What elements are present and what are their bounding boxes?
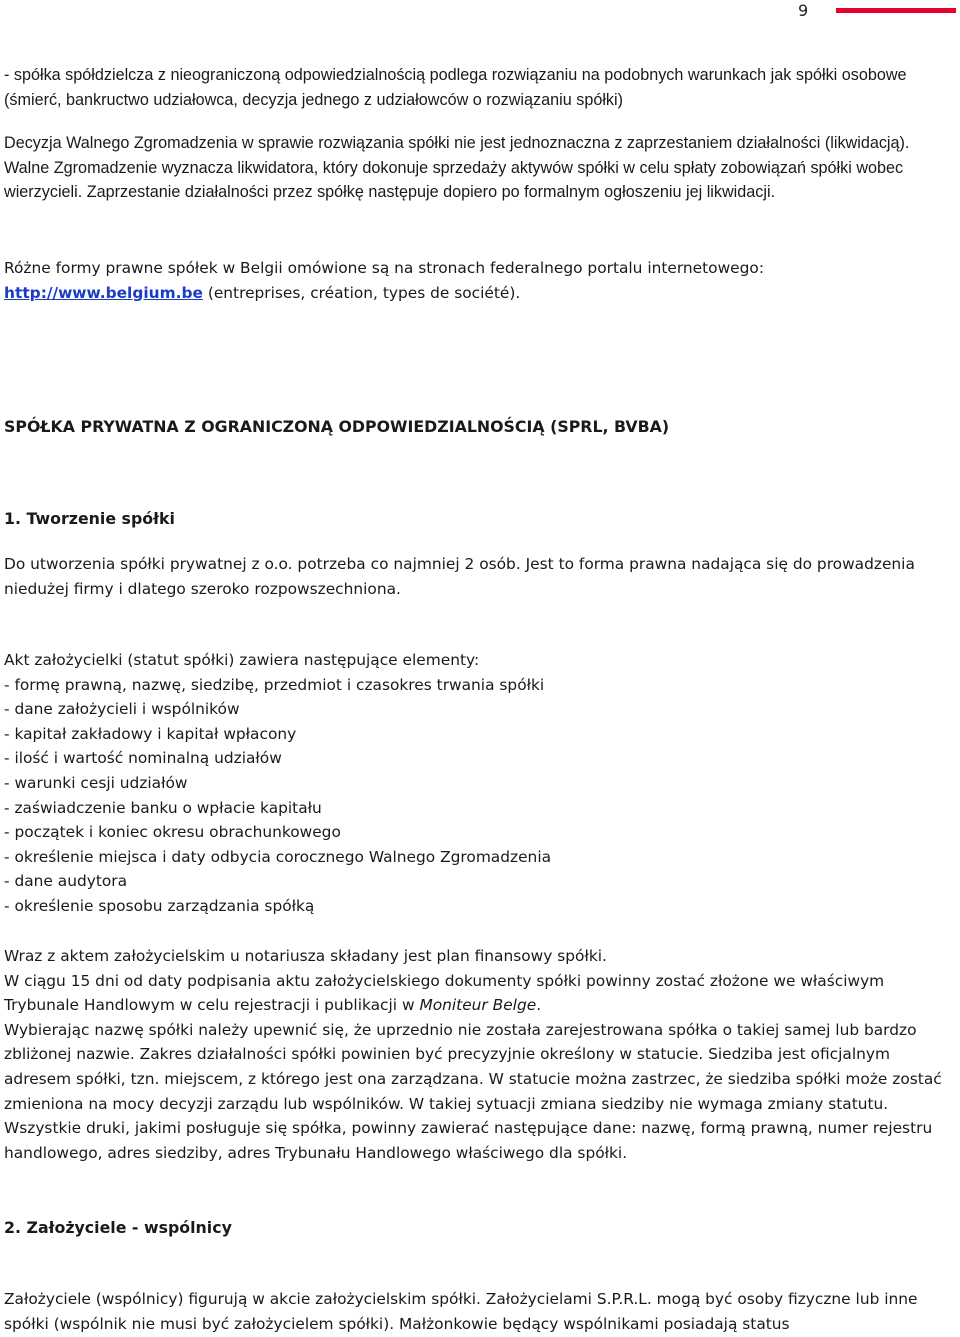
section-2-heading: 2. Założyciele - wspólnicy [4, 1218, 232, 1237]
intro-paragraph-3 [4, 256, 954, 305]
belgium-be-link[interactable]: http://www.belgium.be [4, 283, 203, 302]
intro-paragraph-1: - spółka spółdzielcza z nieograniczoną odpowiedzialnością podlega rozwiązaniu na podobnych warunkach jak spółki osobowe (śmierć, bankructwo udziałowca, decyzja jednego z udziałowców o rozwiązaniu spółki) [4, 66, 907, 109]
s1-paragraph-3-end: . [536, 996, 542, 1015]
s1-paragraph-3-text: W ciągu 15 dni od daty podpisania aktu założycielskiego dokumenty spółki powinny zostać złożone we właściwym Trybunale Handlowym w celu rejestracji i publikacji w [4, 971, 885, 1015]
page-number: 9 [798, 1, 809, 20]
list-item: - formę prawną, nazwę, siedzibę, przedmiot i czasokres trwania spółki [4, 675, 545, 694]
s2-paragraph-1: Założyciele (wspólnicy) figurują w akcie założycielskim spółki. Założycielami S.P.R.L. mogą być osoby fizyczne lub inne spółki (wspólnik nie musi być założycielem spółki). Małżonkowie będący wspólnikami posiadają status [4, 1290, 918, 1333]
founding-act-list [4, 648, 954, 919]
s1-paragraph-1 [4, 552, 954, 601]
intro-paragraph-3-text: Różne formy prawne spółek w Belgii omówione są na stronach federalnego portalu internetowego: [4, 259, 765, 277]
s1-paragraph-2: Wraz z aktem założycielskim u notariusza składany jest plan finansowy spółki. [4, 947, 607, 965]
s1-paragraph-4: Wybierając nazwę spółki należy upewnić się, że uprzednio nie została zarejestrowana spółka o takiej samej lub bardzo zbliżonej nazwie. Zakres działalności spółki powinien być precyzyjnie określony w statucie. Siedziba jest oficjalnym adresem spółki, tzn. miejscem, z którego jest ona zarządzana. W statucie można zastrzec, że siedziba spółki może zostać zmieniona na mocy decyzji zarządu lub wspólników. W takiej sytuacji zmiana siedziby nie wymaga zmiany statutu. Wszystkie druki, jakimi posługuje się spółka, powinny zawierać następujące dane: nazwę, formą prawną, numer rejestru handlowego, adres siedziby, adres Trybunału Handlowego właściwego dla spółki. [4, 1020, 942, 1162]
section-title: SPÓŁKA PRYWATNA Z OGRANICZONĄ ODPOWIEDZIALNOŚCIĄ (SPRL, BVBA) [4, 417, 670, 436]
section-1-heading: 1. Tworzenie spółki [4, 509, 175, 528]
list-item: - określenie miejsca i daty odbycia corocznego Walnego Zgromadzenia [4, 847, 552, 866]
s1-paragraph-1-b: Jest to forma prawna nadająca się do prowadzenia niedużej firmy i dlatego szeroko rozpowszechniona. [4, 555, 915, 598]
s1-paragraph-1-a: Do utworzenia spółki prywatnej z o.o. potrzeba co najmniej 2 osób. [4, 555, 521, 573]
intro-paragraph-2 [4, 131, 954, 205]
list-item: - ilość i wartość nominalną udziałów [4, 749, 282, 768]
list-item: - warunki cesji udziałów [4, 773, 188, 792]
list-item: - kapitał zakładowy i kapitał wpłacony [4, 724, 297, 743]
list-item: - określenie sposobu zarządzania spółką [4, 896, 315, 915]
list-item: - zaświadczenie banku o wpłacie kapitału [4, 798, 322, 817]
list-item: - początek i koniec okresu obrachunkowego [4, 823, 341, 842]
list-item: - dane audytora [4, 872, 128, 891]
header-accent-bar [836, 8, 956, 13]
s1-paragraphs-block [4, 944, 954, 1165]
list-intro: Akt założycielki (statut spółki) zawiera następujące elementy: [4, 651, 480, 669]
intro-paragraph-2-b: Walne Zgromadzenie wyznacza likwidatora, który dokonuje sprzedaży aktywów spółki w celu spłaty zobowiązań spółki wobec wierzycieli. Zaprzestanie działalności przez spółkę następuje dopiero po formalnym ogłoszeniu jej likwidacji. [4, 158, 904, 202]
moniteur-belge-italic: Moniteur Belge [419, 996, 537, 1015]
intro-paragraph-2-a: Decyzja Walnego Zgromadzenia w sprawie rozwiązania spółki nie jest jednoznaczna z zaprzestaniem działalności (likwidacją). [4, 134, 910, 152]
list-item: - dane założycieli i wspólników [4, 700, 240, 719]
s1-paragraph-3 [4, 969, 954, 1018]
intro-paragraph-3-suffix: (entreprises, création, types de société). [202, 283, 521, 302]
